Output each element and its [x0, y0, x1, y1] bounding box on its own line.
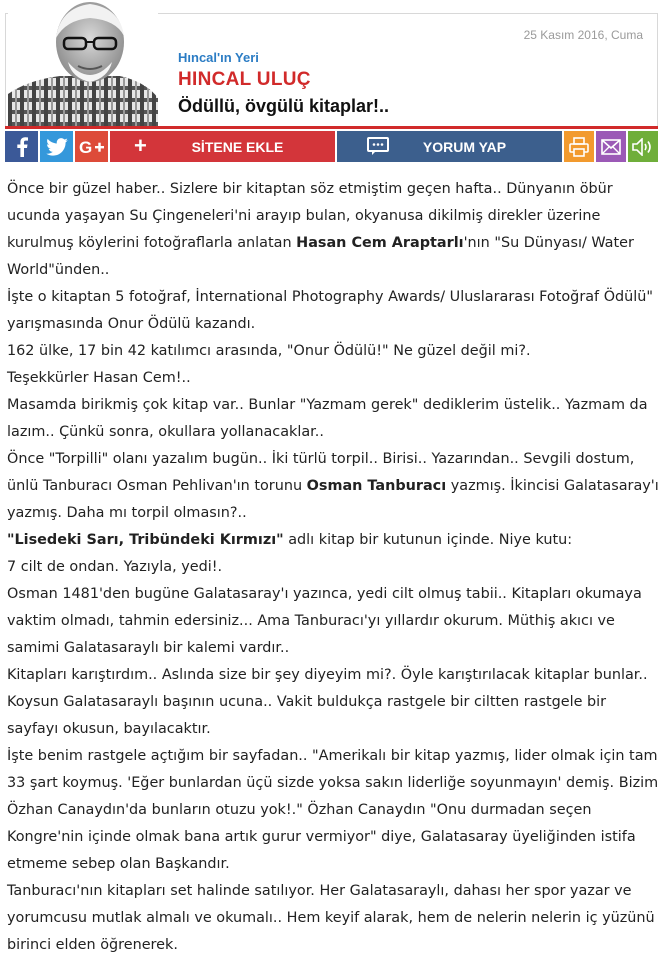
google-plus-icon — [79, 138, 105, 156]
paragraph: "Lisedeki Sarı, Tribündeki Kırmızı" adlı kitap bir kutunun içinde. Niye kutu: — [7, 532, 573, 548]
svg-text:G: G — [78, 137, 92, 156]
article-header — [5, 13, 658, 127]
comment-icon — [367, 137, 389, 156]
mail-button[interactable] — [596, 131, 626, 162]
listen-button[interactable] — [628, 131, 658, 162]
add-to-site-label: SİTENE EKLE — [191, 138, 284, 155]
paragraph: Teşekkürler Hasan Cem!.. — [7, 370, 191, 386]
comment-label: YORUM YAP — [422, 138, 507, 155]
paragraph: İşte o kitaptan 5 fotoğraf, İnternational Photography Awards/ Uluslararası Fotoğraf Ödülü" yarışmasında Onur Ödülü kazandı. — [7, 289, 654, 332]
article-title: Ödüllü, övgülü kitaplar!.. — [178, 96, 390, 116]
twitter-icon — [46, 138, 68, 156]
paragraph: 7 cilt de ondan. Yazıyla, yedi!. — [7, 559, 223, 575]
paragraph: Kitapları karıştırdım.. Aslında size bir şey diyeyim mi?. Öyle karıştırılacak kitaplar bunlar.. Koysun Galatasaraylı başının ucuna.. Vakit buldukça rastgele bir ciltten rastgele bir sayfayı okusun, bayılacaktır. — [7, 667, 648, 737]
google-plus-share-button[interactable] — [75, 131, 108, 162]
add-to-site-button[interactable] — [110, 131, 335, 162]
facebook-share-button[interactable] — [5, 131, 38, 162]
paragraph: Masamda birikmiş çok kitap var.. Bunlar "Yazmam gerek" dediklerim üstelik.. Yazmam da lazım.. Çünkü sonra, okullara yollanacaklar.. — [7, 397, 648, 440]
print-button[interactable] — [564, 131, 594, 162]
header-divider — [5, 126, 658, 129]
article-body — [7, 176, 659, 959]
article-date: 25 Kasım 2016, Cuma — [523, 28, 643, 42]
comment-button[interactable] — [337, 131, 562, 162]
book-title: "Lisedeki Sarı, Tribündeki Kırmızı" — [7, 532, 284, 548]
print-icon — [569, 137, 589, 157]
paragraph: Osman 1481'den bugüne Galatasaray'ı yazınca, yedi cilt olmuş tabii.. Kitapları okumaya vaktim olmadı, tahmin edersiniz... Ama Tanburacı'yı yıllardır okurum. Müthiş akıcı ve samimi Galatasaraylı bir kalemi vardır.. — [7, 586, 642, 656]
bold-name: Osman Tanburacı — [306, 478, 447, 494]
paragraph: İşte benim rastgele açtığım bir sayfadan.. "Amerikalı bir kitap yazmış, lider olmak için tam 33 şart koymuş. 'Eğer bunlardan üçü sizde yoksa sakın liderliğe soyunmayın' demiş. Bizim Özhan Canaydın'da bunların otuzu yok!." Özhan Canaydın "Onu durmadan seçen Kongre'nin içinde olmak bana artık gurur vermiyor" diye, Galatasaray üyeliğinden istifa etmeme sebep olan Başkandır. — [7, 748, 659, 872]
column-name-link[interactable]: Hıncal'ın Yeri — [178, 50, 259, 65]
paragraph: 162 ülke, 17 bin 42 katılımcı arasında, "Onur Ödülü!" Ne güzel değil mi?. — [7, 343, 531, 359]
paragraph: Önce bir güzel haber.. Sizlere bir kitaptan söz etmiştim geçen hafta.. Dünyanın öbür ucunda yaşayan Su Çingeneleri'ni arayıp bulan, okyanusa dikilmiş direkler üzerine kurulmuş köylerini fotoğraflarla anlatan Hasan Cem Araptarlı'nın "Su Dünyası/ Water World"ünden.. — [7, 181, 634, 278]
mail-icon — [601, 139, 621, 155]
sound-icon — [632, 138, 654, 156]
author-name-link[interactable]: HINCAL ULUÇ — [178, 69, 311, 90]
author-photo — [8, 2, 158, 128]
twitter-share-button[interactable] — [40, 131, 73, 162]
paragraph: Tanburacı'nın kitapları set halinde satılıyor. Her Galatasaraylı, dahası her spor yazar ve yorumcusu mutlak almalı ve okumalı.. Hem keyif alarak, hem de nelerin nelerin iç yüzünü birinci elden öğrenerek. — [7, 883, 655, 953]
facebook-icon — [15, 137, 29, 157]
paragraph: Önce "Torpilli" olanı yazalım bugün.. İki türlü torpil.. Birisi.. Yazarından.. Sevgili dostum, ünlü Tanburacı Osman Pehlivan'ın torunu Osman Tanburacı yazmış. İkincisi Galatasaray'ı yazmış. Daha mı torpil olmasın?.. — [7, 451, 659, 521]
share-toolbar — [5, 131, 658, 162]
bold-name: Hasan Cem Araptarlı — [296, 235, 464, 251]
plus-icon: + — [134, 133, 147, 158]
